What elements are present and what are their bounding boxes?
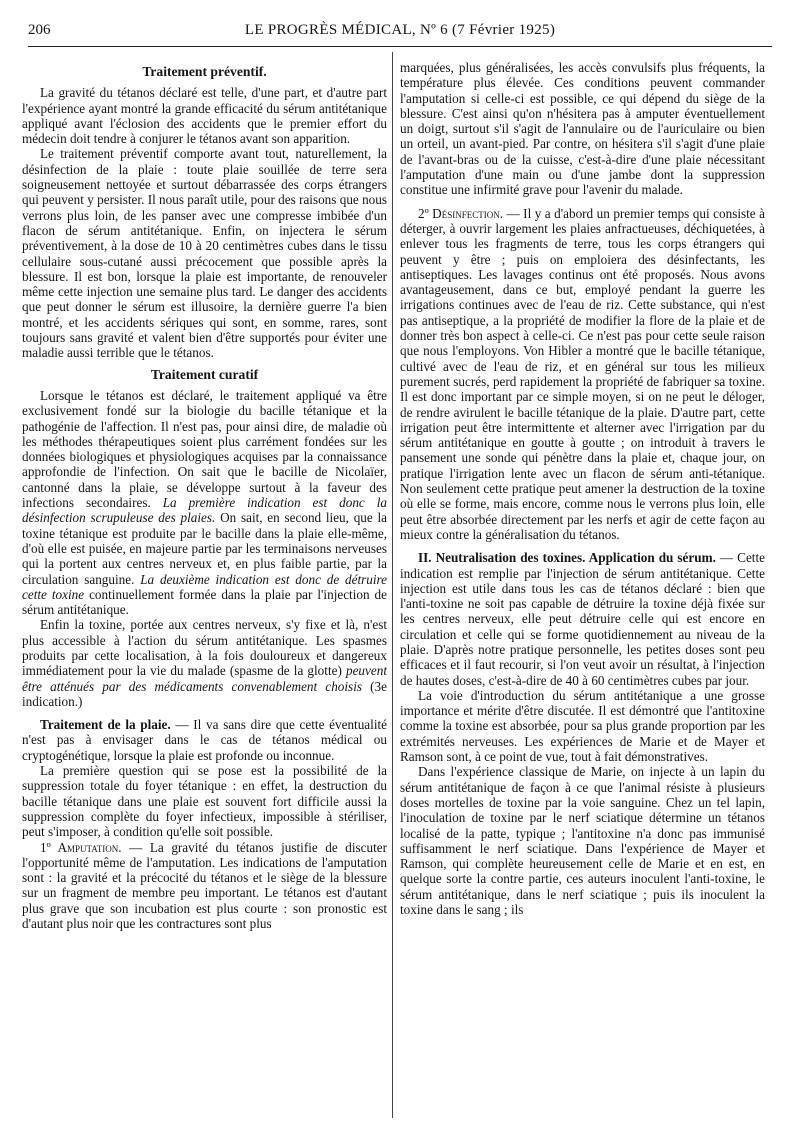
column-divider xyxy=(392,52,393,1118)
text-run: Lorsque le tétanos est déclaré, le traitement appliqué va être exclusivement fondé sur la biologie du bacille tétanique et la pathogénie de l'affection. Il n'est pas, pour ainsi dire, de maladie où les méthodes thérapeutiques soient plus carrément fondées sur les données biologiques et physiologiques acquises par la connaissance approfondie de l'infection. On sait que le bacille de Nicolaïer, cantonné dans la plaie, se développe surtout à la faveur des infections secondaires. xyxy=(22,387,387,511)
emphasis-text: La deuxième indication est donc de détruire cette toxine xyxy=(22,571,387,602)
paragraph xyxy=(400,206,765,543)
paragraph xyxy=(22,717,387,763)
text-run: continuellement formée dans la plaie par l'injection de sérum antitétanique. xyxy=(22,586,387,618)
text-run: — La gravité du tétanos justifie de discuter l'opportunité même de l'amputation. Les indications de l'amputation sont : la gravité et la précocité du tétanos et le siège de la blessure sur un fragment de membre peu important. Le tétanos est d'autant plus grave que son incubation est plus courte : son pronostic est d'autant plus noir que les contractures sont plus xyxy=(22,839,387,932)
paragraph: marquées, plus généralisées, les accès convulsifs plus fréquents, la température plus élevée. Ces conditions peuvent commander l'amputation si celle-ci est possible, ce qui dépend du siège de la blessure. C'est ainsi qu'on n'hésitera pas à amputer éventuellement un doigt, surtout s'il s'agit de l'annulaire ou de l'auriculaire ou bien un orteil, un avant-pied. Par contre, on hésitera s'il s'agit d'une plaie de l'avant-bras ou de la cuisse, c'est-à-dire d'une plaie nécessitant l'amputation d'une main ou d'une jambe dont la suppression constitue une infirmité grave pour l'avenir du malade. xyxy=(400,60,765,198)
paragraph xyxy=(22,388,387,617)
paragraph: Le traitement préventif comporte avant tout, naturellement, la désinfection de la plaie : toute plaie souillée de terre sera soigneusement nettoyée et surtout débarrassée des corps étrangers qui peuvent y persister. Il nous paraît utile, pour des raisons que nous verrons plus loin, de les panser avec une compresse imbibée d'un flacon de sérum antitétanique. Enfin, on injectera le sérum préventivement, à la dose de 10 à 20 centimètres cubes dans le tissu cellulaire sous-cutané aussi précocement que possible après la blessure. Il est bon, lorsque la plaie est importante, de renouveler même cette injection une semaine plus tard. Le danger des accidents que peut donner le sérum est illusoire, la dernière guerre l'a bien montré, et les accidents sériques qui sont, en somme, rares, sont toujours sans gravité et valent bien d'être supportés pour éviter une maladie aussi terrible que le tétanos. xyxy=(22,146,387,361)
running-title: LE PROGRÈS MÉDICAL, Nº 6 (7 Février 1925) xyxy=(244,22,556,38)
header-rule xyxy=(28,46,772,47)
section-lead: 1º Amputation. xyxy=(40,839,122,855)
paragraph: La première question qui se pose est la possibilité de la suppression totale du foyer tétanique : en effet, la destruction du bacille tétanique dans une plaie est souvent fort difficile aussi la suppression complète du foyer infectieux, impossible à stériliser, peut s'imposer, à condition qu'elle soit possible. xyxy=(22,763,387,840)
spacer xyxy=(400,198,765,206)
paragraph xyxy=(400,550,765,688)
right-column xyxy=(400,60,765,1120)
paragraph: La voie d'introduction du sérum antitétanique a une grosse importance et mérite d'être discutée. Il est démontré que l'antitoxine comme la toxine est absorbée, pour sa plus grande proportion par les extrémités nerveuses. Les expériences de Marie et de Mayer et Ramson sont, à ce point de vue, tout à fait démonstratives. xyxy=(400,687,765,765)
page-number: 206 xyxy=(28,22,51,38)
text-run: On sait, en second lieu, que la toxine tétanique est produite par le bacille dans la plaie elle-même, d'où elle est puisée, en majeure partie par les terminaisons nerveuses qui la portent aux centres nerveux et, en plus faible partie, par la circulation sanguine. xyxy=(22,510,387,587)
page-header xyxy=(28,22,772,44)
text-run: — Cette indication est remplie par l'injection de sérum antitétanique. Cette injection est utile dans tous les cas de tétanos déclaré : bien que l'anti-toxine ne soit pas capable de détruire la toxine déjà fixée sur les centres nerveux, elle peut détruire celle qui est encore en circulation et celle qui se forme quotidiennement au niveau de la plaie. D'après notre pratique personnelle, les petites doses sont peu efficaces et il faut recourir, si l'on veut avoir un résultat, à l'injection de hautes doses, c'est-à-dire de 40 à 60 centimètres cubes par jour. xyxy=(400,550,765,688)
heading-traitement-curatif: Traitement curatif xyxy=(150,366,259,382)
left-column xyxy=(22,58,387,1118)
text-run: — Il va sans dire que cette éventualité n'est pas à envisager dans le cas de tétanos médical ou cryptogénétique, lorsque la plaie est profonde ou inconnue. xyxy=(22,717,387,763)
emphasis-text: peuvent être atténués par des médicaments convenablement choisis xyxy=(22,663,387,694)
text-run: — Il y a d'abord un premier temps qui consiste à déterger, à ouvrir largement les plaies anfractueuses, déchiquetées, à enlever tous les fragments de terre, tous les corps étrangers qui peuvent y être ; puis on emploiera des désinfectants, les antiseptiques. Les lavages continus ont été proposés. Nous avons avantageusement, dans ce but, employé pendant la guerre les irrigations continues avec de l'eau de riz. Cette substance, qui n'est pas antiseptique, a la propriété de modifier la flore de la plaie et de donner très bon aspect à celle-ci. Ce n'est pas pour cette seule raison que nous l'employons. Von Hibler a montré que le bacille tétanique, cultivé avec de l'eau de riz, et en général sur tous les milieux purement sucrés, perd rapidement la propriété de fabriquer sa toxine. Il est donc important par ce simple moyen, si on ne peut le déloger, de rendre avirulent le bacille tétanique de la plaie. D'autre part, cette irrigation peut être intermittente et alterner avec l'irrigation par du sérum antitétanique en goutte à goutte ; on introduit à travers le pansement une sonde qui pénètre dans la plaie et, chaque jour, on pratique l'irrigation lente avec un flacon de sérum anti-tétanique. Non seulement cette pratique peut amener la destruction de la toxine où elle se forme, mais encore, comme nous le verrons plus loin, elle peut être absorbée directement par les nerfs et agir de cette façon au mieux contre la généralisation du tétanos. xyxy=(400,205,765,542)
paragraph: La gravité du tétanos déclaré est telle, d'une part, et d'autre part l'expérience ayant montré la grande efficacité du sérum antitétanique appliqué avant l'éclosion des accidents que le premier effort du médecin doit tendre à conjurer le tétanos avant son apparition. xyxy=(22,85,387,147)
text-run: Enfin la toxine, portée aux centres nerveux, s'y fixe et là, n'est plus accessible à l'action du sérum antitétanique. Les spasmes produits par cette localisation, à la fois douloureux et dangereux immédiatement pour la vie du malade (spasme de la glotte) xyxy=(22,617,387,679)
section-lead: Traitement de la plaie. xyxy=(40,717,171,733)
paragraph xyxy=(22,840,387,932)
spacer xyxy=(400,542,765,550)
section-lead: 2º Désinfection. xyxy=(418,205,503,221)
emphasis-text: La première indication est donc la désinfection scrupuleuse des plaies. xyxy=(22,495,387,526)
spacer xyxy=(22,709,387,717)
section-lead: II. Neutralisation des toxines. Application du sérum. xyxy=(418,550,716,566)
paragraph: Dans l'expérience classique de Marie, on injecte à un lapin du sérum antitétanique de façon à ce que l'animal résiste à plusieurs doses mortelles de toxine par la voie sanguine. Chez un tel lapin, l'inoculation de toxine par le nerf sciatique détermine un tétanos localisé de la patte, typique ; l'antitoxine n'a donc pas immunisé suffisamment le nerf sciatique. Dans l'expérience de Mayer et Ramson, qui complète heureusement celle de Marie et en est, en quelque sorte la contre partie, ces auteurs inoculent l'anti-toxine, le sérum antitétanique, dans le nerf sciatique ; puis ils inoculent la toxine dans le sang ; ils xyxy=(400,764,765,918)
text-run: (3e indication.) xyxy=(22,678,387,709)
heading-traitement-preventif: Traitement préventif. xyxy=(142,64,267,79)
paragraph xyxy=(22,617,387,709)
